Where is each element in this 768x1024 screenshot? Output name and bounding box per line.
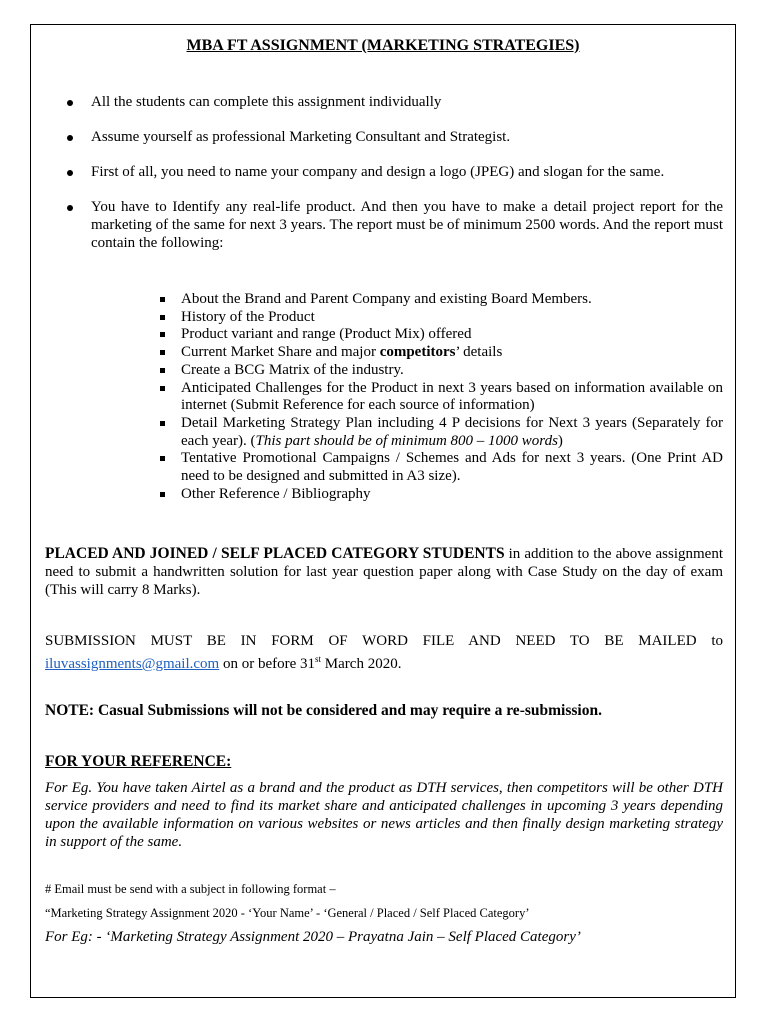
email-link[interactable]: iluvassignments@gmail.com [45,656,220,672]
bullet-icon [67,100,73,106]
list-item: Tentative Promotional Campaigns / Schemes and Ads for next 3 years. (One Print AD need to be designed and submitted in A3 size). [157,450,723,485]
email-format-note: # Email must be send with a subject in following format – [45,882,336,896]
document-page [30,24,736,998]
list-item: Anticipated Challenges for the Product in next 3 years based on information available on internet (Submit Reference for each source of information) [157,380,723,415]
report-contents-list [157,291,723,503]
bullet-icon [67,135,73,141]
list-item: Product variant and range (Product Mix) offered [157,326,723,344]
reference-heading: FOR YOUR REFERENCE: [45,753,232,770]
email-format-template: “Marketing Strategy Assignment 2020 - ‘Your Name’ - ‘General / Placed / Self Placed Category’ [45,906,530,920]
list-item: About the Brand and Parent Company and existing Board Members. [157,291,723,309]
instruction-list [67,93,723,269]
list-item: First of all, you need to name your company and design a logo (JPEG) and slogan for the same. [67,163,723,181]
square-bullet-icon [160,386,165,391]
list-item: Detail Marketing Strategy Plan including 4 P decisions for Next 3 years (Separately for each year). (This part should be of minimum 800 – 1000 words) [157,415,723,450]
document-title: MBA FT ASSIGNMENT (MARKETING STRATEGIES) [186,37,580,54]
list-item: You have to Identify any real-life product. And then you have to make a detail project report for the marketing of the same for next 3 years. The report must be of minimum 2500 words. And the report must contain the following: [67,198,723,252]
square-bullet-icon [160,297,165,302]
list-item: Create a BCG Matrix of the industry. [157,362,723,380]
square-bullet-icon [160,421,165,426]
square-bullet-icon [160,315,165,320]
list-item: Assume yourself as professional Marketing Consultant and Strategist. [67,128,723,146]
bullet-icon [67,170,73,176]
square-bullet-icon [160,368,165,373]
list-item: History of the Product [157,309,723,327]
reference-body: For Eg. You have taken Airtel as a brand and the product as DTH services, then competitors will be other DTH service providers and need to find its market share and anticipated challenges in upcoming 3 years depending upon the available information on various websites or news articles and then finally design marketing strategy in support of the same. [45,780,723,850]
list-item: Current Market Share and major competitors’ details [157,344,723,362]
square-bullet-icon [160,332,165,337]
placed-students-paragraph: PLACED AND JOINED / SELF PLACED CATEGORY STUDENTS in addition to the above assignment need to submit a handwritten solution for last year question paper along with Case Study on the day of exam (This will carry 8 Marks). [45,545,723,598]
square-bullet-icon [160,492,165,497]
submission-paragraph: SUBMISSION MUST BE IN FORM OF WORD FILE AND NEED TO BE MAILED to iluvassignments@gmail.com on or before 31st March 2020. [45,633,723,672]
note-paragraph: NOTE: Casual Submissions will not be considered and may require a re-submission. [45,702,602,719]
email-format-example: For Eg: - ‘Marketing Strategy Assignment 2020 – Prayatna Jain – Self Placed Category’ [45,929,581,945]
square-bullet-icon [160,456,165,461]
bullet-icon [67,205,73,211]
list-item: All the students can complete this assignment individually [67,93,723,111]
square-bullet-icon [160,350,165,355]
list-item: Other Reference / Bibliography [157,486,723,504]
